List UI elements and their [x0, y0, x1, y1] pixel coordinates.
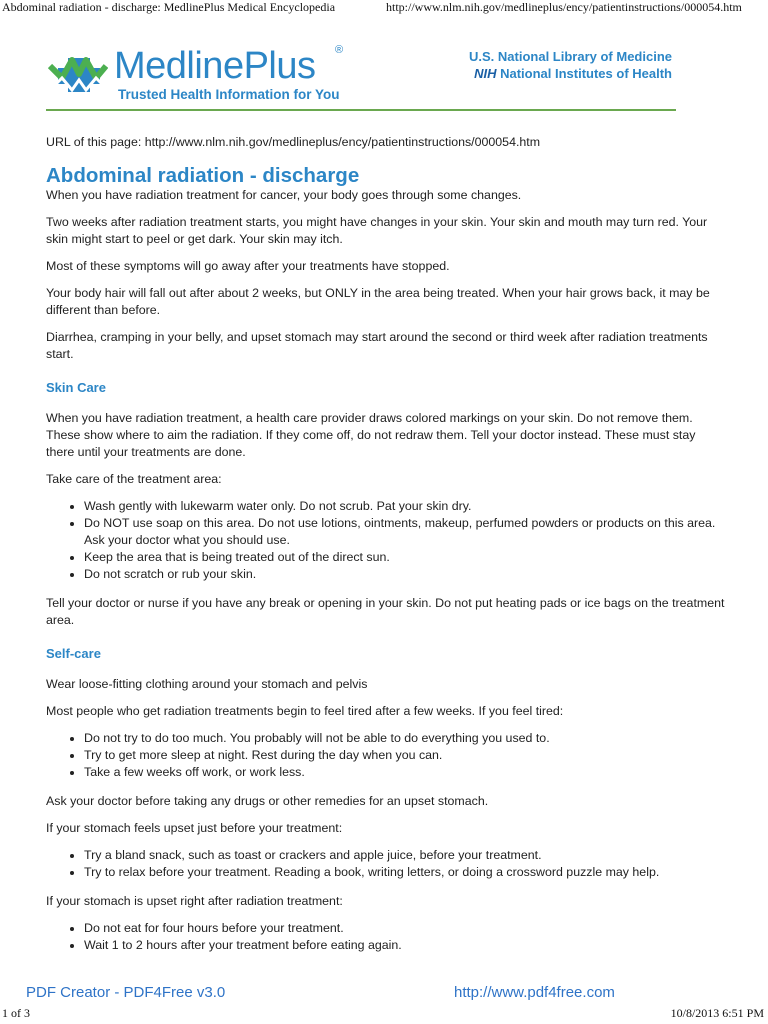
intro-paragraph: Most of these symptoms will go away after your treatments have stopped.	[46, 259, 450, 273]
print-date: 10/8/2013 6:51 PM	[670, 1006, 764, 1020]
logo-registered-mark: ®	[335, 44, 344, 56]
list-item: • Try a bland snack, such as toast or crackers and apple juice, before your treatment.	[84, 847, 726, 864]
list-item: • Wait 1 to 2 hours after your treatment before eating again.	[84, 937, 726, 954]
list-item: • Try to get more sleep at night. Rest during the day when you can.	[84, 747, 726, 764]
print-header	[0, 0, 768, 16]
page-title: Abdominal radiation - discharge	[46, 164, 360, 187]
agency-block[interactable]	[469, 48, 672, 82]
list-item: • Try to relax before your treatment. Reading a book, writing letters, or doing a crossword puzzle may help.	[84, 864, 726, 881]
self-care-paragraph: Most people who get radiation treatments begin to feel tired after a few weeks. If you feel tired:	[46, 704, 564, 718]
logo-name: MedlinePlus	[114, 45, 316, 87]
self-care-paragraph: If your stomach is upset right after radiation treatment:	[46, 894, 343, 908]
nih-name: National Institutes of Health	[500, 66, 672, 81]
self-care-paragraph: Ask your doctor before taking any drugs or other remedies for an upset stomach.	[46, 794, 489, 808]
skin-care-paragraph: Tell your doctor or nurse if you have any break or opening in your skin. Do not put heating pads or ice bags on the treatment area.	[46, 596, 725, 627]
section-heading-skin-care: Skin Care	[46, 380, 106, 395]
skin-care-list	[46, 498, 726, 583]
pdf4free-link[interactable]: http://www.pdf4free.com	[454, 984, 615, 1001]
nlm-name: U.S. National Library of Medicine	[469, 49, 672, 64]
after-treatment-list	[46, 920, 726, 954]
page-url-line: URL of this page: http://www.nlm.nih.gov/medlineplus/ency/patientinstructions/000054.htm	[46, 135, 541, 149]
list-item: • Wash gently with lukewarm water only. Do not scrub. Pat your skin dry.	[84, 498, 726, 515]
medlineplus-logo[interactable]	[48, 44, 378, 104]
intro-paragraph: Your body hair will fall out after about 2 weeks, but ONLY in the area being treated. When your hair grows back, it may be different than before.	[46, 286, 710, 317]
logo-tagline: Trusted Health Information for You	[118, 87, 340, 102]
self-care-paragraph: If your stomach feels upset just before your treatment:	[46, 821, 343, 835]
pdf-creator-link[interactable]: PDF Creator - PDF4Free v3.0	[26, 984, 226, 1001]
header-divider	[46, 109, 676, 111]
intro-paragraph: Two weeks after radiation treatment starts, you might have changes in your skin. Your skin and mouth may turn red. Your skin might start to peel or get dark. Your skin may itch.	[46, 215, 708, 246]
intro-paragraph: When you have radiation treatment for cancer, your body goes through some changes.	[46, 188, 522, 202]
print-header-url: http://www.nlm.nih.gov/medlineplus/ency/patientinstructions/000054.htm	[386, 0, 742, 14]
page-count: 1 of 3	[2, 1006, 30, 1020]
nih-abbreviation: NIH	[474, 66, 497, 81]
fatigue-list	[46, 730, 726, 781]
list-item: • Do NOT use soap on this area. Do not use lotions, ointments, makeup, perfumed powders or products on this area. Ask your doctor what you should use.	[84, 515, 726, 549]
pdf-footer	[0, 984, 768, 1024]
self-care-paragraph: Wear loose-fitting clothing around your stomach and pelvis	[46, 677, 368, 691]
intro-paragraph: Diarrhea, cramping in your belly, and upset stomach may start around the second or third week after radiation treatments start.	[46, 330, 708, 361]
article	[46, 134, 726, 966]
print-header-title: Abdominal radiation - discharge: MedlinePlus Medical Encyclopedia	[2, 0, 336, 14]
skin-care-paragraph: When you have radiation treatment, a health care provider draws colored markings on your skin. Do not remove them. These show where to aim the radiation. If they come off, do not redraw them. Tell your doctor instead. These must stay there until your treatments are done.	[46, 411, 696, 459]
list-item: • Do not try to do too much. You probably will not be able to do everything you used to.	[84, 730, 726, 747]
list-item: • Take a few weeks off work, or work less.	[84, 764, 726, 781]
medlineplus-cross-icon	[48, 44, 108, 96]
skin-care-paragraph: Take care of the treatment area:	[46, 472, 222, 486]
section-heading-self-care: Self-care	[46, 646, 101, 661]
list-item: • Do not eat for four hours before your treatment.	[84, 920, 726, 937]
list-item: • Keep the area that is being treated out of the direct sun.	[84, 549, 726, 566]
before-treatment-list	[46, 847, 726, 881]
list-item: • Do not scratch or rub your skin.	[84, 566, 726, 583]
nih-line	[469, 65, 672, 82]
